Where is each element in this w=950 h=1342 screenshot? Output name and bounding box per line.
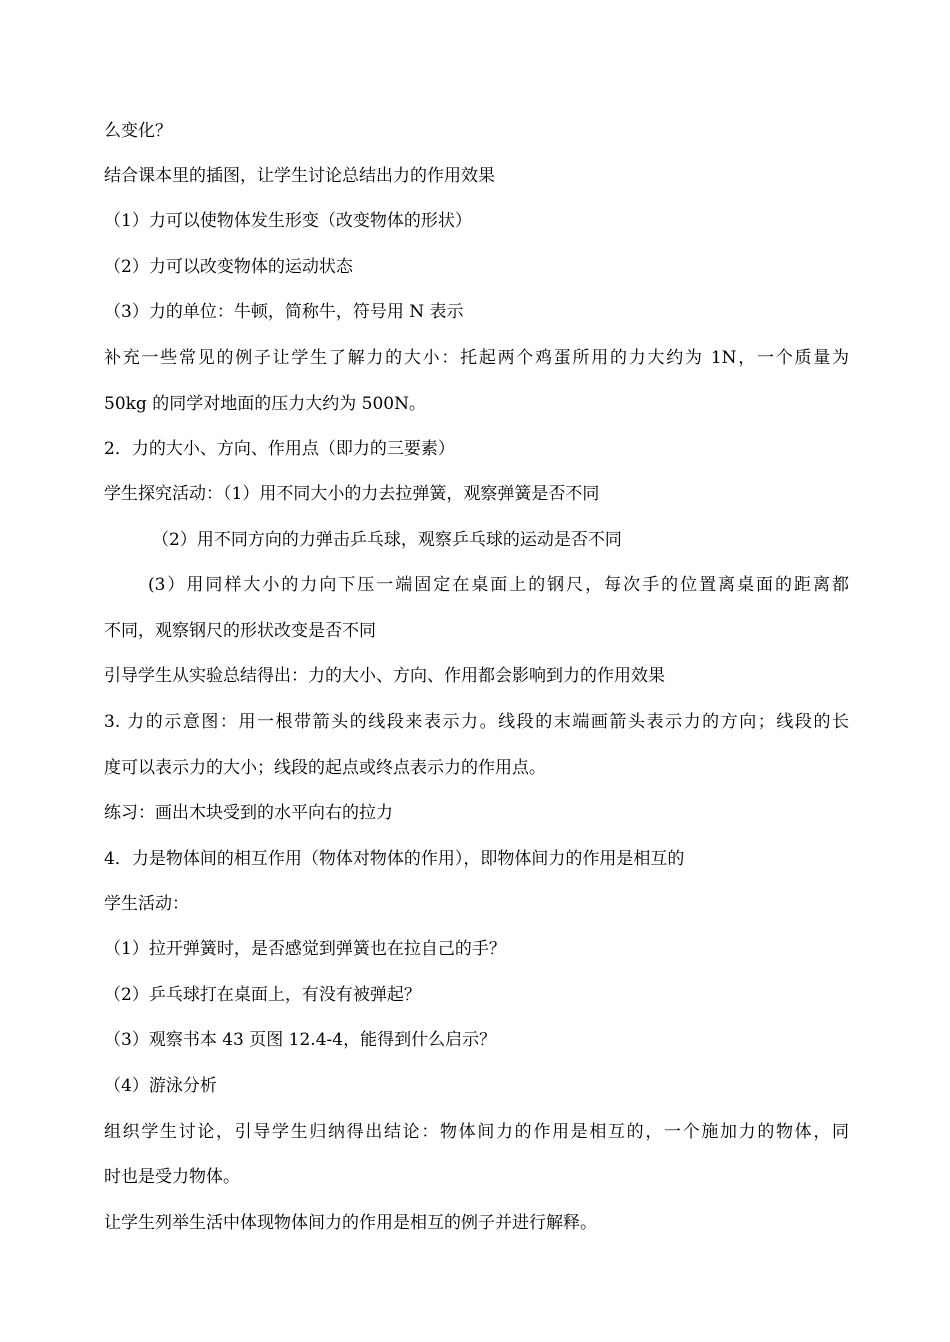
text-line-continuation: 么变化？ <box>104 121 172 141</box>
activity-line-3: (3）用同样大小的力向下压一端固定在桌面上的钢尺，每次手的位置离桌面的距离都 <box>148 575 849 595</box>
section-heading-4: 4．力是物体间的相互作用（物体对物体的作用），即物体间力的作用是相互的 <box>104 849 685 869</box>
list-item-effect-1: （1）力可以使物体发生形变（改变物体的形状） <box>104 211 472 231</box>
section-heading-3: 3. 力的示意图：用一根带箭头的线段来表示力。线段的末端画箭头表示力的方向；线段的长 <box>104 712 849 732</box>
list-item-activity-3: （3）观察书本 43 页图 12.4-4，能得到什么启示？ <box>104 1030 497 1050</box>
text-line-examples-cont: 50kg 的同学对地面的压力大约为 500N。 <box>104 394 426 414</box>
list-item-activity-2: （2）乒乓球打在桌面上，有没有被弹起？ <box>104 985 421 1005</box>
exercise-line: 练习：画出木块受到的水平向右的拉力 <box>104 803 393 823</box>
text-line-conclusion: 引导学生从实验总结得出：力的大小、方向、作用都会影响到力的作用效果 <box>104 666 665 686</box>
list-item-activity-4: （4）游泳分析 <box>104 1076 217 1096</box>
list-item-activity-1: （1）拉开弹簧时，是否感觉到弹簧也在拉自己的手？ <box>104 939 506 959</box>
activity-line-3-cont: 不同，观察钢尺的形状改变是否不同 <box>104 621 376 641</box>
activity-line-2: （2）用不同方向的力弹击乒乓球，观察乒乓球的运动是否不同 <box>152 530 622 550</box>
text-line-discussion: 组织学生讨论，引导学生归纳得出结论：物体间力的作用是相互的，一个施加力的物体，同 <box>104 1122 849 1142</box>
section-heading-2: 2．力的大小、方向、作用点（即力的三要素） <box>104 439 455 459</box>
activity-line-1: 学生探究活动：（1）用不同大小的力去拉弹簧，观察弹簧是否不同 <box>104 484 600 504</box>
text-line-examples: 补充一些常见的例子让学生了解力的大小：托起两个鸡蛋所用的力大约为 1N，一个质量为 <box>104 348 849 368</box>
section-3-cont: 度可以表示力的大小；线段的起点或终点表示力的作用点。 <box>104 758 546 778</box>
activity-heading: 学生活动： <box>104 894 189 914</box>
text-line-final: 让学生列举生活中体现物体间力的作用是相互的例子并进行解释。 <box>104 1213 597 1233</box>
list-item-effect-2: （2）力可以改变物体的运动状态 <box>104 257 353 277</box>
text-line-intro: 结合课本里的插图，让学生讨论总结出力的作用效果 <box>104 166 495 186</box>
text-line-discussion-cont: 时也是受力物体。 <box>104 1167 240 1187</box>
list-item-unit: （3）力的单位：牛顿，简称牛，符号用 N 表示 <box>104 302 464 322</box>
